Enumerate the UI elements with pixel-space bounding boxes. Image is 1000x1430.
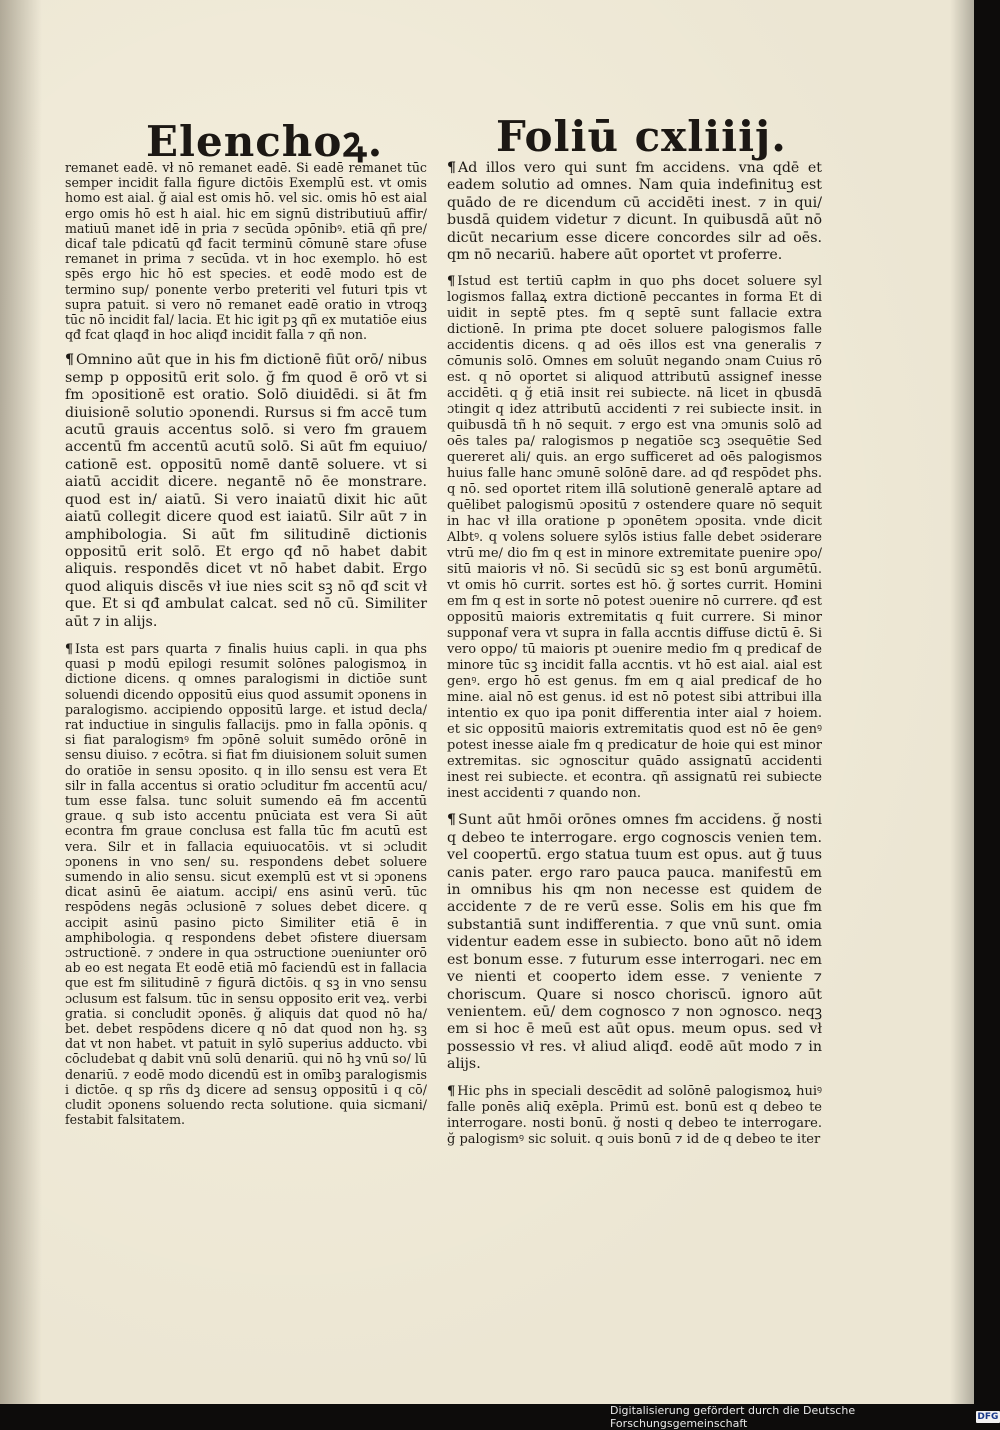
digitization-footer [610, 1404, 1000, 1430]
pilcrow-icon: ¶ [447, 1083, 456, 1099]
footer-credit-text: Digitalisierung gefördert durch die Deutsche Forschungsgemeinschaft [610, 1404, 856, 1430]
right-paragraph-1-text: Ad illos vero qui sunt fm accidens. vna qdē et eadem solutio ad omnes. Nam quia indefinituꝫ est quādo de re dicendum cū accidēti inest. ⁊ in qui/ busdā quidem videtur ⁊ dicunt. In quibusdā aūt nō dicūt necarium esse dicere concordes silr ad oēs. qm nō necariū. habere aūt oportet vt proferre. [447, 160, 822, 264]
pilcrow-icon: ¶ [447, 274, 456, 290]
pilcrow-icon: ¶ [447, 812, 457, 829]
left-paragraph-3-text: Ista est pars quarta ⁊ finalis huius capli. in qua phs quasi p modū epilogi resumit solōnes palogismoꝝ in dictione dicens. q omnes paralogismi in dictiōe sunt soluendi dicendo oppositū eius quod assumit ɔponens in paralogismo. accipiendo oppositū large. et istud decla/ rat inductiue in singulis fallacijs. pmo in falla ɔpōnis. q si fiat paralogismꝰ fm ɔpōnē soluit sumēdo orōnē in sensu diuiso. ⁊ ecōtra. si fiat fm diuisionem soluit sumen do oratiōe in sensu ɔposito. q in illo sensu est vera Et silr in falla accentus si oratio ɔcluditur fm accentū acu/ tum esse falsa. tunc soluit sumendo eā fm accentū graue. q sub isto accentu pnūciata est vera Si aūt econtra fm graue conclusa est falla tūc fm acutū est vera. Silr et in fallacia equiuocatōis. vt si ɔcludit ɔponens in vno sen/ su. respondens debet soluere sumendo in alio sensu. sicut exemplū est vt si ɔponens dicat asinū ēe aiatum. accipi/ ens asinū verū. tūc respōdens negās ɔclusionē ⁊ solues debet dicere. q accipit asinū pasino picto Similiter etiā ē in amphibologia. q respondens debet ɔfistere diuersam ɔstructionē. ⁊ ɔndere in qua ɔstructione ɔueniunter orō ab eo est negata Et eodē etiā mō faciendū est in fallacia que est fm silitudinē ⁊ figurā dictōis. q sꝫ in vno sensu ɔclusum est falsum. tūc in sensu opposito erit veꝝ. verbi gratia. si concludit ɔponēs. ğ aliquis dat quod nō ha/ bet. debet respōdens dicere q nō dat quod non hꝫ. sꝫ dat vt non habet. vt patuit in sylō superius adducto. vbi cōcludebat q dabit vnū solū denariū. qui nō hꝫ vnū so/ lū denariū. ⁊ eodē modo dicendū est in omībꝫ paralogismis i dictōe. q sp rñs dꝫ dicere ad sensuꝫ oppositū i q cō/ cludit ɔponens soluendo recta solutione. quia sicmani/ festabit falsitatem. [65, 640, 427, 1128]
right-paragraph-4 [447, 1084, 822, 1148]
pilcrow-icon: ¶ [65, 640, 74, 656]
pilcrow-icon: ¶ [65, 352, 75, 369]
dfg-logo-icon: DFG [977, 1412, 999, 1422]
page-gutter-shadow [0, 0, 42, 1404]
left-column [65, 160, 427, 1137]
left-paragraph-2 [65, 352, 427, 631]
right-paragraph-3-text: Sunt aūt hmōi orōnes omnes fm accidens. ğ nosti q debeo te interrogare. ergo cognoscis venien tem. vel coopertū. ergo statua tuum est opus. aut ğ tuus canis pater. ergo raro pauca pauca. manifestū em in omnibus his qm non necesse est quidem de accidente ⁊ de re verū esse. Solis em his que fm substantiā sunt indifferentia. ⁊ que vnū sunt. omia videntur eadem esse in subiecto. bono aūt nō idem est bonum esse. ⁊ futurum esse interrogari. nec em ve nienti et cooperto idem esse. ⁊ veniente ⁊ choriscum. Quare si nosco choriscū. ignoro aūt venientem. eū/ dem cognosco ⁊ non ɔgnosco. neqꝫ em si hoc ē meū est aūt opus. meum opus. sed vł possessio vł res. vł aliud aliqđ. eodē aūt modo ⁊ in alijs. [447, 812, 822, 1073]
right-column [447, 160, 822, 1158]
right-paragraph-1 [447, 160, 822, 264]
right-paragraph-3 [447, 812, 822, 1073]
pilcrow-icon: ¶ [447, 160, 457, 176]
left-paragraph-2-text: Omnino aūt que in his fm dictionē fiūt orō/ nibus semp p oppositū erit solo. ğ fm quod ē orō vt si fm ɔpositionē est oratio. Solō diuidēdi. si āt fm diuisionē solutio ɔponendi. Rursus si fm accē tum acutū grauis accentus solō. si vero fm grauem accentū fm accentū acutū solō. Si aūt fm equiuo/ cationē est. oppositū nomē dantē soluere. vt si aiatū accidit dicere. negantē nō ēe monstrare. quod est in/ aiatū. Si vero inaiatū dixit hic aūt aiatū collegit dicere quod est iaiatū. Silr aūt ⁊ in amphibologia. Si aūt fm silitudinē dictionis oppositū erit solō. Et ergo qđ nō habet dabit aliquis. respondēs dicet vt nō habet dabit. Ergo quod aliquis discēs vł iue nies scit sꝫ nō qđ scit vł que. Et si qđ ambulat calcat. sed nō cū. Similiter aūt ⁊ in alijs. [65, 352, 427, 630]
right-paragraph-2 [447, 274, 822, 802]
left-paragraph-3 [65, 641, 427, 1128]
right-paragraph-4-text: Hic phs in speciali descēdit ad solōnē palogismoꝝ huiꝰ falle ponēs aliq̄ exēpla. Primū est. bonū est q debeo te interrogare. nosti bonū. ğ nosti q debeo te interrogare. ğ palogismꝰ sic soluit. q ɔuis bonū ⁊ id de q debeo te iter [447, 1083, 822, 1147]
running-head-left: Elenchoꝝ. [146, 117, 384, 166]
page-edge-shadow [950, 0, 974, 1404]
running-head-right: Foliū cxliiij. [496, 112, 787, 161]
left-paragraph-1: remanet eadē. vł nō remanet eadē. Si eadē remanet tūc semper incidit falla figure dictōis Exemplū est. vt omis homo est aial. ğ aial est omis hō. vel sic. omis hō est aial ergo omis hō est h aial. hic em signū distributiuū affir/ matiuū manet idē in pria ⁊ secūda ɔpōnibꝰ. etiā qñ pre/ dicaf tale pdicatū qđ facit terminū cōmunē stare ɔfuse remanet in prima ⁊ secūda. vt in hoc exemplo. hō est spēs ergo hic hō est species. et eodē modo est de termino sup/ ponente verbo preteriti vel futuri tpis vt supra patuit. si vero nō remanet eadē oratio in vtroqꝫ tūc nō incidit fal/ lacia. Et hic igit pꝫ qñ ex mutatiōe eius qđ fcat qlaqđ in hoc aliqđ incidit falla ⁊ qñ non. [65, 160, 427, 343]
right-paragraph-2-text: Istud est tertiū capłm in quo phs docet soluere syl logismos fallaꝝ extra dictionē peccantes in forma Et di uidit in septē ptes. fm q septē sunt fallacie extra dictionē. In prima pte docet soluere palogismos falle accidentis dicens. q ad oēs illos est vna generalis ⁊ cōmunis solō. Omnes em soluūt negando ɔnam Cuius rō est. q nō oportet si aliquod attributū assignef inesse accidēti. q ğ etiā insit rei subiecte. nā licet in qbusdā ɔtingit q idez attributū accidenti ⁊ rei subiecte insit. in quibusdā tñ h nō sequit. ⁊ ergo est vna ɔmunis solō ad oēs tales pa/ ralogismos p negatiōe scꝫ ɔsequētie Sed quereret ali/ quis. an ergo sufficeret ad oēs palogismos huius falle hanc ɔmunē solōnē dare. ad qđ respōdet phs. q nō. sed oportet ritem illā solutionē generalē aptare ad quēlibet palogismū ɔpositū ⁊ ostendere quare nō sequit in hac vł illa oratione p ɔponētem ɔposita. vnde dicit Albtꝰ. q volens soluere sylōs istius falle debet ɔsiderare vtrū me/ dio fm q est in minore extremitate puenire ɔpo/ sitū maioris vł nō. Si secūdū sic sꝫ est bonū argumētū. vt omis hō currit. sortes est hō. ğ sortes currit. Homini em fm q est in sorte nō potest ɔuenire nō currere. qđ est oppositū maioris extremitatis q fuit currere. Si minor supponaf vera vt supra in falla accntis diffuse dictū ē. Si vero oppo/ tū maioris pt ɔuenire medio fm q predicaf de minore tūc sꝫ incidit falla accntis. vt hō est aial. aial est genꝰ. ergo hō est genus. fm em q aial predicaf de ho mine. aial nō est genus. id est nō potest sibi attribui illa intentio ex quo ipa ponit differentia inter aial ⁊ hoiem. et sic oppositū maioris extremitatis quod est nō ēe genꝰ potest inesse aiale fm q predicatur de hoie qui est minor extremitas. sic ɔgnoscitur quādo assignatū accidenti inest rei subiecte. et econtra. qñ assignatū rei subiecte inest accidenti ⁊ quando non. [447, 274, 822, 802]
